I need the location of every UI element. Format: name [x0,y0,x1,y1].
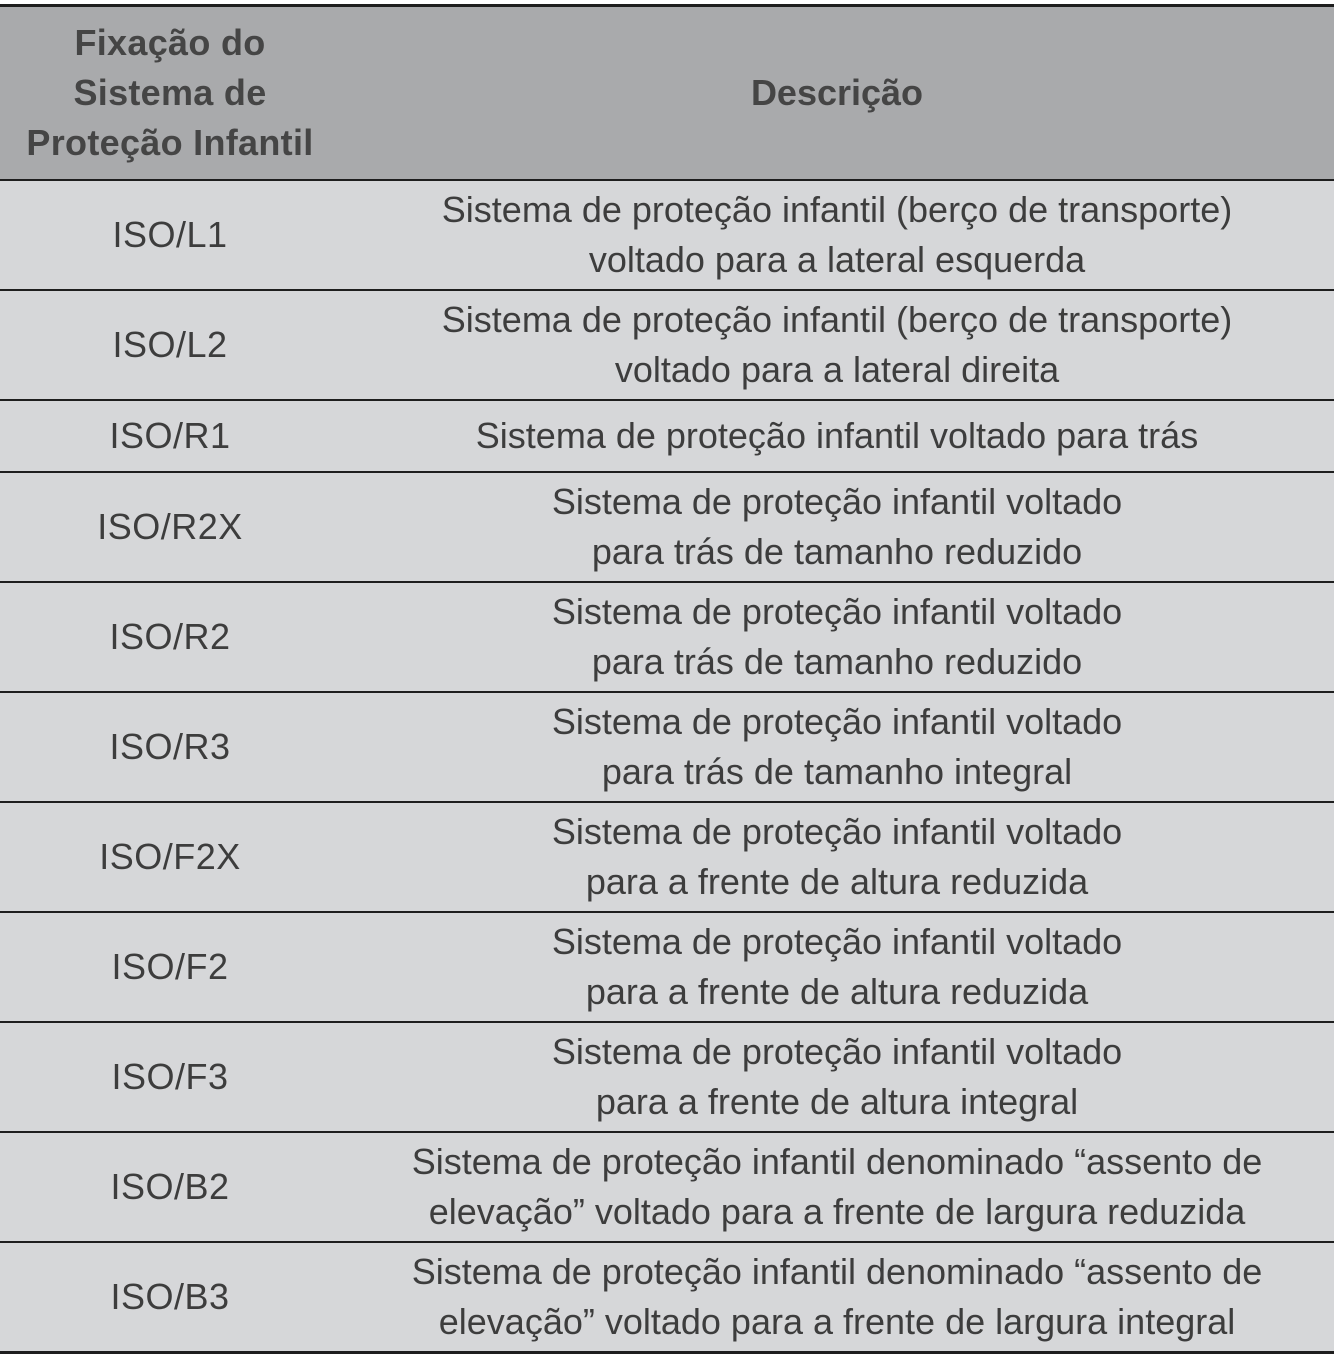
fixation-code-cell: ISO/B2 [0,1132,340,1242]
header-fixacao-line: Proteção Infantil [26,122,314,163]
fixation-code-cell: ISO/R2 [0,582,340,692]
description-line: para trás de tamanho reduzido [591,531,1083,572]
description-line: Sistema de proteção infantil voltado [551,481,1123,522]
table-row [0,582,1334,692]
description-cell [340,180,1334,290]
description-line: Sistema de proteção infantil voltado [551,591,1123,632]
header-fixacao-line: Sistema de [73,72,267,113]
description-cell [340,1132,1334,1242]
description-line: Sistema de proteção infantil voltado [551,1031,1123,1072]
description-line: Sistema de proteção infantil (berço de transporte) [441,189,1233,230]
header-descricao: Descrição [340,6,1334,181]
table-row [0,912,1334,1022]
description-line: Sistema de proteção infantil denominado “assento de [411,1141,1263,1182]
fixation-code-cell: ISO/F3 [0,1022,340,1132]
table-row [0,472,1334,582]
table-row [0,400,1334,472]
fixation-code-cell: ISO/L1 [0,180,340,290]
description-line: para trás de tamanho reduzido [591,641,1083,682]
header-fixacao [0,6,340,181]
description-line: Sistema de proteção infantil voltado para trás [475,415,1199,456]
table-header [0,6,1334,181]
table-row [0,180,1334,290]
fixation-code-cell: ISO/R1 [0,400,340,472]
description-line: voltado para a lateral direita [614,349,1060,390]
fixation-code-cell: ISO/R3 [0,692,340,802]
description-line: para a frente de altura reduzida [585,861,1089,902]
description-cell [340,400,1334,472]
fixation-code-cell: ISO/F2X [0,802,340,912]
description-line: Sistema de proteção infantil voltado [551,921,1123,962]
table-row [0,1242,1334,1353]
description-line: elevação” voltado para a frente de largura integral [438,1301,1236,1342]
description-cell [340,1022,1334,1132]
table-row [0,692,1334,802]
table-row [0,802,1334,912]
header-row [0,6,1334,181]
description-cell [340,802,1334,912]
description-line: para trás de tamanho integral [601,751,1073,792]
description-line: Sistema de proteção infantil voltado [551,811,1123,852]
description-cell [340,912,1334,1022]
description-cell [340,582,1334,692]
description-line: elevação” voltado para a frente de largura reduzida [428,1191,1246,1232]
fixation-code-cell: ISO/F2 [0,912,340,1022]
description-cell [340,472,1334,582]
description-line: para a frente de altura integral [595,1081,1079,1122]
description-line: Sistema de proteção infantil (berço de transporte) [441,299,1233,340]
fixation-code-cell: ISO/L2 [0,290,340,400]
fixation-code-cell: ISO/R2X [0,472,340,582]
description-line: para a frente de altura reduzida [585,971,1089,1012]
table-row [0,1132,1334,1242]
description-line: voltado para a lateral esquerda [588,239,1086,280]
isofix-table [0,4,1334,1354]
isofix-table-container [0,4,1334,1354]
description-cell [340,1242,1334,1353]
table-body [0,180,1334,1353]
fixation-code-cell: ISO/B3 [0,1242,340,1353]
description-line: Sistema de proteção infantil denominado “assento de [411,1251,1263,1292]
description-cell [340,290,1334,400]
description-cell [340,692,1334,802]
table-row [0,290,1334,400]
table-row [0,1022,1334,1132]
description-line: Sistema de proteção infantil voltado [551,701,1123,742]
header-fixacao-line: Fixação do [74,22,266,63]
